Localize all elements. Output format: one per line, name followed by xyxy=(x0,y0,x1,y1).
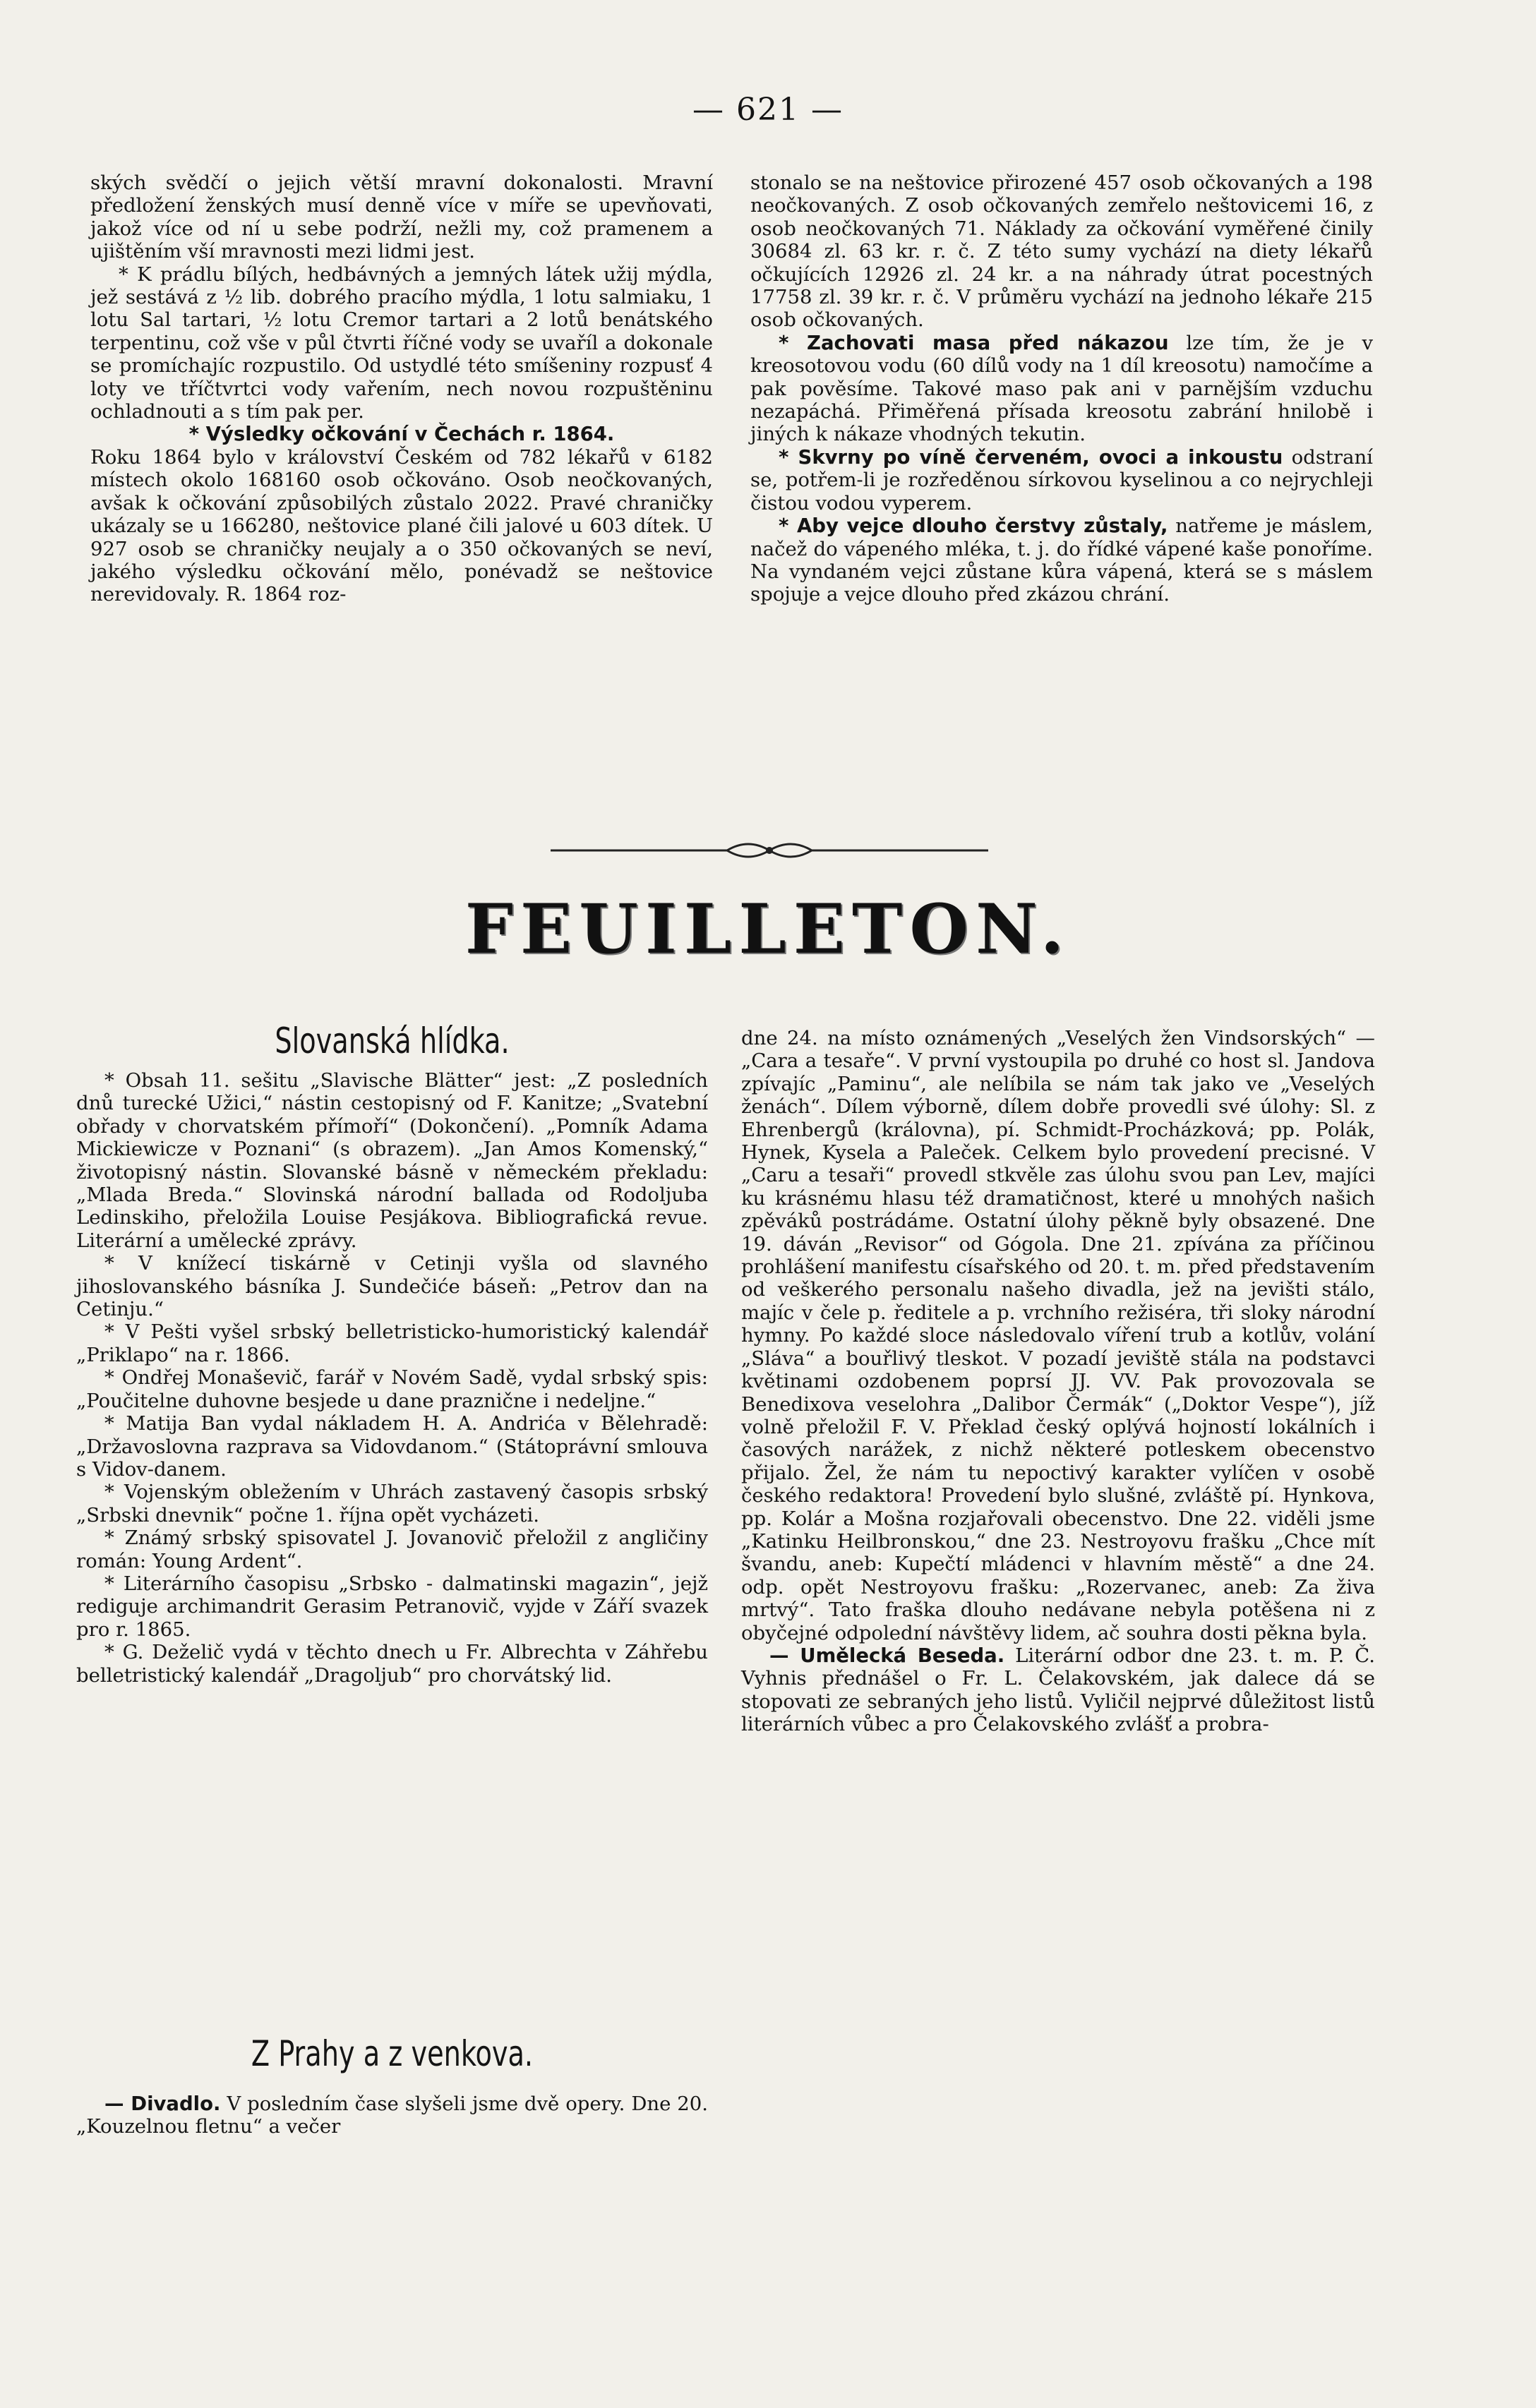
paragraph: * K prádlu bílých, hedbávných a jemných látek užij mýdla, jež sestává z ½ lib. dobrého pracího mýdla, 1 lotu salmiaku, 1 lotu Sal tartari, ½ lotu Cremor tartari a 2 lotů benátského terpentinu, což vše v půl čtvrti říčné vody se uvaříl a dokonale se promíchajíc rozpustilo. Od ustydlé této smíšeniny rozpusť 4 loty ve tříčtvrtci vody vařením, nech novou rozpuštěninu ochladnouti a s tím pak per. xyxy=(90,263,713,423)
inline-heading: * Zachovati masa před nákazou xyxy=(779,331,1169,354)
paragraph: * Obsah 11. sešitu „Slavische Blätter“ jest: „Z posledních dnů turecké Užici,“ nástin cestopisný od F. Kanitze; „Svatební obřady v chorvatském přímoří“ (Dokončení). „Pomník Adama Mickiewicze v Poznani“ (s obrazem). „Jan Amos Komenský,“ životopisný nástin. Slovanské básně v německém překladu: „Mlada Breda.“ Slovinská národní ballada od Rodoljuba Ledinskiho, přeložila Louise Pesjákova. Bibliografická revue. Literární a umělecké zprávy. xyxy=(76,1069,708,1252)
paragraph: * G. Deželič vydá v těchto dnech u Fr. Albrechta v Záhřebu belletristický kalendář „Dragoljub“ pro chorvátský lid. xyxy=(76,1641,708,1687)
column-top-right xyxy=(750,171,1373,606)
feuilleton-title: FEUILLETON. xyxy=(464,889,1072,969)
paragraph: — Umělecká Beseda. Literární odbor dne 23. t. m. P. Č. Vyhnis přednášel o Fr. L. Čelakovském, jak dalece dá se stopovati ze sebraných jeho listů. Vyličil nejprvé důležitost listů literárních vůbec a pro Čelakovského zvlášť a probra- xyxy=(741,1644,1375,1736)
inline-heading: * Aby vejce dlouho čerstvy zůstaly, xyxy=(779,514,1168,538)
z-prahy-heading: Z Prahy a z venkova. xyxy=(251,2033,534,2074)
inline-heading: — Umělecká Beseda. xyxy=(769,1644,1005,1667)
paragraph: * Ondřej Monaševič, farář v Novém Sadě, vydal srbský spis: „Poučitelne duhovne besjede u dane praznične i nedeljne.“ xyxy=(76,1366,708,1412)
inline-heading: — Divadlo. xyxy=(104,2093,221,2115)
page-number: — 621 — xyxy=(692,92,844,128)
paragraph: * Vojenským obležením v Uhrách zastavený časopis srbský „Srbski dnevnik“ počne 1. října opět vycházeti. xyxy=(76,1481,708,1527)
column-bottom-right xyxy=(741,1027,1375,1736)
paragraph: Roku 1864 bylo v království Českém od 782 lékařů v 6182 místech okolo 168160 osob očkováno. Osob neočkovaných, avšak k očkování způsobilých zůstalo 2022. Pravé chraničky ukázaly se u 166280, neštovice plané čili jalové u 603 dítek. U 927 osob se chraničky neujaly a o 350 očkovaných se neví, jakého výsledku očkování mělo, ponévadž se neštovice nerevidovaly. R. 1864 roz- xyxy=(90,445,713,606)
column-praha xyxy=(76,2093,708,2138)
paragraph: * Literárního časopisu „Srbsko - dalmatinski magazin“, jejž rediguje archimandrit Gerasim Petranovič, vyjde v Září svazek pro r. 1865. xyxy=(76,1572,708,1641)
paragraph: * V knížecí tiskárně v Cetinji vyšla od slavného jihoslovanského básníka J. Sundečiće báseň: „Petrov dan na Cetinju.“ xyxy=(76,1252,708,1321)
slovanska-hlidka-heading: Slovanská hlídka. xyxy=(275,1021,510,1061)
column-bottom-left xyxy=(76,1069,708,1687)
inline-heading: * Skvrny po víně červeném, ovoci a inkoustu xyxy=(779,445,1283,469)
paragraph: stonalo se na neštovice přirozené 457 osob očkovaných a 198 neočkovaných. Z osob očkovaných zemřelo neštovicemi 16, z osob neočkovaných 71. Náklady za očkování vyměřené činily 30684 zl. 63 kr. r. č. Z této sumy vychází na diety lékařů očkujících 12926 zl. 24 kr. a na náhrady útrat pocestných 17758 zl. 39 kr. r. č. V průměru vychází na jednoho lékaře 215 osob očkovaných. xyxy=(750,171,1373,332)
paragraph: * Zachovati masa před nákazou lze tím, že je v kreosotovou vodu (60 dílů vody na 1 díl kreosotu) namočíme a pak pověsíme. Takové maso pak ani v parnějším vzduchu nezapáchá. Přiměřená přísada kreosotu zabrání hnilobě i jiných k nákaze vhodných tekutin. xyxy=(750,331,1373,446)
divider-ornament-icon xyxy=(544,836,995,865)
column-top-left xyxy=(90,171,713,606)
paragraph: dne 24. na místo oznámených „Veselých žen Vindsorských“ — „Cara a tesaře“. V první vystoupila po druhé co host sl. Jandova zpívajíc „Paminu“, ale nelíbila se nám tak jako ve „Veselých ženách“. Dílem výborně, dílem dobře provedli své úlohy: Sl. z Ehrenbergů (královna), pí. Schmidt-Procházková; pp. Polák, Hynek, Kysela a Paleček. Celkem bylo provedení precisné. V „Caru a tesaři“ provedl stkvěle zas úlohu svou pan Lev, majíci ku krásnému hlasu též dramatičnost, které u mnohých našich zpěváků postrádáme. Ostatní úlohy pěkně byly obsazené. Dne 19. dáván „Revisor“ od Gógola. Dne 21. zpívána za příčinou prohlášení manifestu císařského od 20. t. m. před představením od veškerého personalu našeho divadla, jež na jevišti stálo, majíc v čele p. ředitele a p. vrchního režiséra, tři sloky národní hymny. Po každé sloce následovalo víření trub a kotlův, volání „Sláva“ a bouřlivý tleskot. V pozadí jeviště stála na podstavci květinami ozdobenem poprsí JJ. VV. Pak provozovala se Benedixova veselohra „Dalibor Čermák“ („Doktor Vespe“), jíž volně přeložil F. V. Překlad český oplývá hojností lokálních i časových narážek, z nichž některé potleskem obecenstvo přijalo. Žel, že nám tu nepoctivý karakter vylíčen v osobě českého redaktora! Provedení bylo slušné, zvláště pí. Hynkova, pp. Kolár a Mošna rozjařovali obecenstvo. Dne 22. viděli jsme „Katinku Heilbronskou,“ dne 23. Nestroyovu frašku „Chce mít švandu, aneb: Kupečtí mládenci v hlavním městě“ a dne 24. odp. opět Nestroyovu frašku: „Rozervanec, aneb: Za živa mrtvý“. Tato fraška dlouho nedávane nebyla potěšena ni z obyčejné odpolední návštěvy lidem, ač souhra dosti pěkna byla. xyxy=(741,1027,1375,1644)
paragraph: * Matija Ban vydal nákladem H. A. Andrića v Bělehradě: „Državoslovna razprava sa Vidovdanom.“ (Státoprávní smlouva s Vidov-danem. xyxy=(76,1412,708,1481)
paragraph: * Aby vejce dlouho čerstvy zůstaly, natřeme je máslem, načež do vápeného mléka, t. j. do řídké vápené kaše ponoříme. Na vyndaném vejci zůstane kůra vápená, která se s máslem spojuje a vejce dlouho před zkázou chrání. xyxy=(750,514,1374,606)
paragraph: * Známý srbský spisovatel J. Jovanovič přeložil z angličiny román: Young Ardent“. xyxy=(76,1527,708,1572)
paragraph: ských svědčí o jejich větší mravní dokonalosti. Mravní předložení ženských musí denně více v míře se upevňovati, jakož více od ní u sebe podrží, nežli my, což pramenem a ujištěním vší mravnosti mezi lidmi jest. xyxy=(90,171,713,263)
section-heading: * Výsledky očkování v Čechách r. 1864. xyxy=(188,423,615,446)
paragraph: * Skvrny po víně červeném, ovoci a inkoustu odstraní se, potřem-li je rozředěnou sírkovou kyselinou a co nejrychleji čistou vodou vyperem. xyxy=(750,445,1373,514)
paragraph: * V Pešti vyšel srbský belletristicko-humoristický kalendář „Priklapo“ na r. 1866. xyxy=(76,1320,708,1366)
paragraph: — Divadlo. V posledním čase slyšeli jsme dvě opery. Dne 20. „Kouzelnou fletnu“ a večer xyxy=(76,2093,708,2138)
